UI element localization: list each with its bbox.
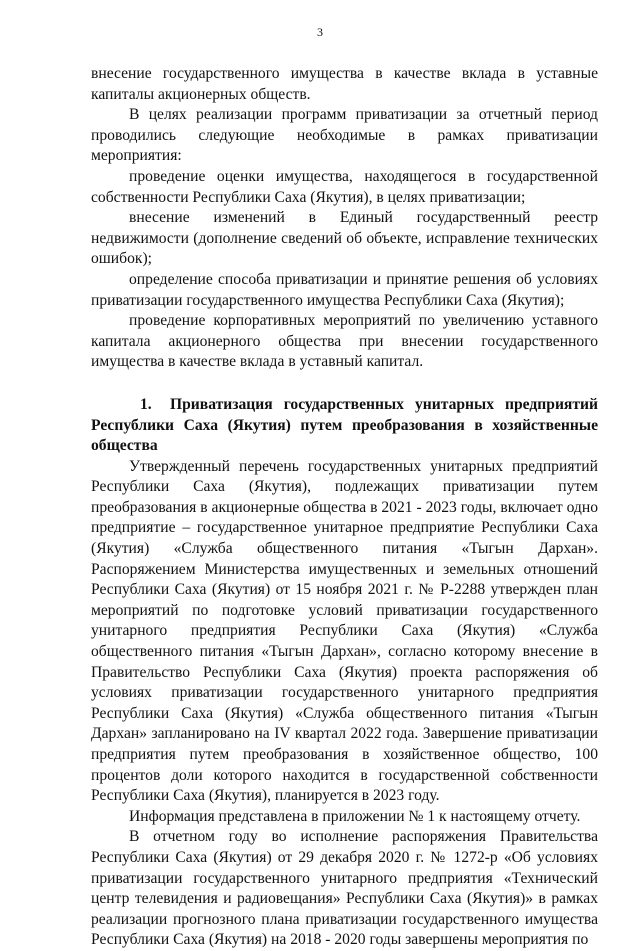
list-item-corporate-events: проведение корпоративных мероприятий по увеличению уставного капитала акционерного общества при внесении государственного имущества в качестве вклада в уставный капитал.	[91, 312, 598, 371]
list-item-privatization-method: определение способа приватизации и принятие решения об условиях приватизации государственного имущества Республики Саха (Якутия);	[91, 270, 598, 309]
paragraph-privatization-goals: В целях реализации программ приватизации за отчетный период проводились следующие необходимые в рамках приватизации мероприятия:	[91, 106, 598, 165]
list-item-valuation: проведение оценки имущества, находящегося в государственной собственности Республики Саха (Якутия), в целях приватизации;	[91, 167, 598, 206]
section-heading	[91, 395, 598, 457]
section-title: Приватизация государственных унитарных предприятий Республики Саха (Якутия) путем преобразования в хозяйственные общества	[91, 395, 598, 455]
paragraph-appendix-reference: Информация представлена в приложении № 1 к настоящему отчету.	[129, 807, 581, 825]
page-number: 3	[317, 25, 323, 39]
paragraph-continuation: внесение государственного имущества в качестве вклада в уставные капиталы акционерных обществ.	[91, 65, 598, 103]
paragraph-reporting-year: В отчетном году во исполнение распоряжения Правительства Республики Саха (Якутия) от 29 декабря 2020 г. № 1272-р «Об условиях приватизации государственного унитарного предприятия «Технический центр телевидения и радиовещания» Республики Саха (Якутия)» в рамках реализации прогнозного плана приватизации государственного имущества Республики Саха (Якутия) на 2018 - 2020 годы завершены мероприятия по	[91, 828, 598, 949]
list-item-registry-changes: внесение изменений в Единый государственный реестр недвижимости (дополнение сведений об объекте, исправление технических ошибок);	[91, 209, 598, 268]
section-number: 1.	[140, 395, 152, 413]
document-body	[91, 64, 598, 951]
paragraph-approved-list: Утвержденный перечень государственных унитарных предприятий Республики Саха (Якутия), подлежащих приватизации путем преобразования в акционерные общества в 2021 - 2023 годы, включает одно предприятие – государственное унитарное предприятие Республики Саха (Якутия) «Служба общественного питания «Тыгын Дархан». Распоряжением Министерства имущественных и земельных отношений Республики Саха (Якутия) от 15 ноября 2021 г. № Р-2288 утвержден план мероприятий по подготовке условий приватизации государственного унитарного предприятия Республики Саха (Якутия) «Служба общественного питания «Тыгын Дархан», согласно которому внесение в Правительство Республики Саха (Якутия) проекта распоряжения об условиях приватизации государственного унитарного предприятия Республики Саха (Якутия) «Служба общественного питания «Тыгын Дархан» запланировано на IV квартал 2022 года. Завершение приватизации предприятия путем преобразования в хозяйственное общество, 100 процентов доли которого находится в государственной собственности Республики Саха (Якутия), планируется в 2023 году.	[91, 457, 598, 805]
